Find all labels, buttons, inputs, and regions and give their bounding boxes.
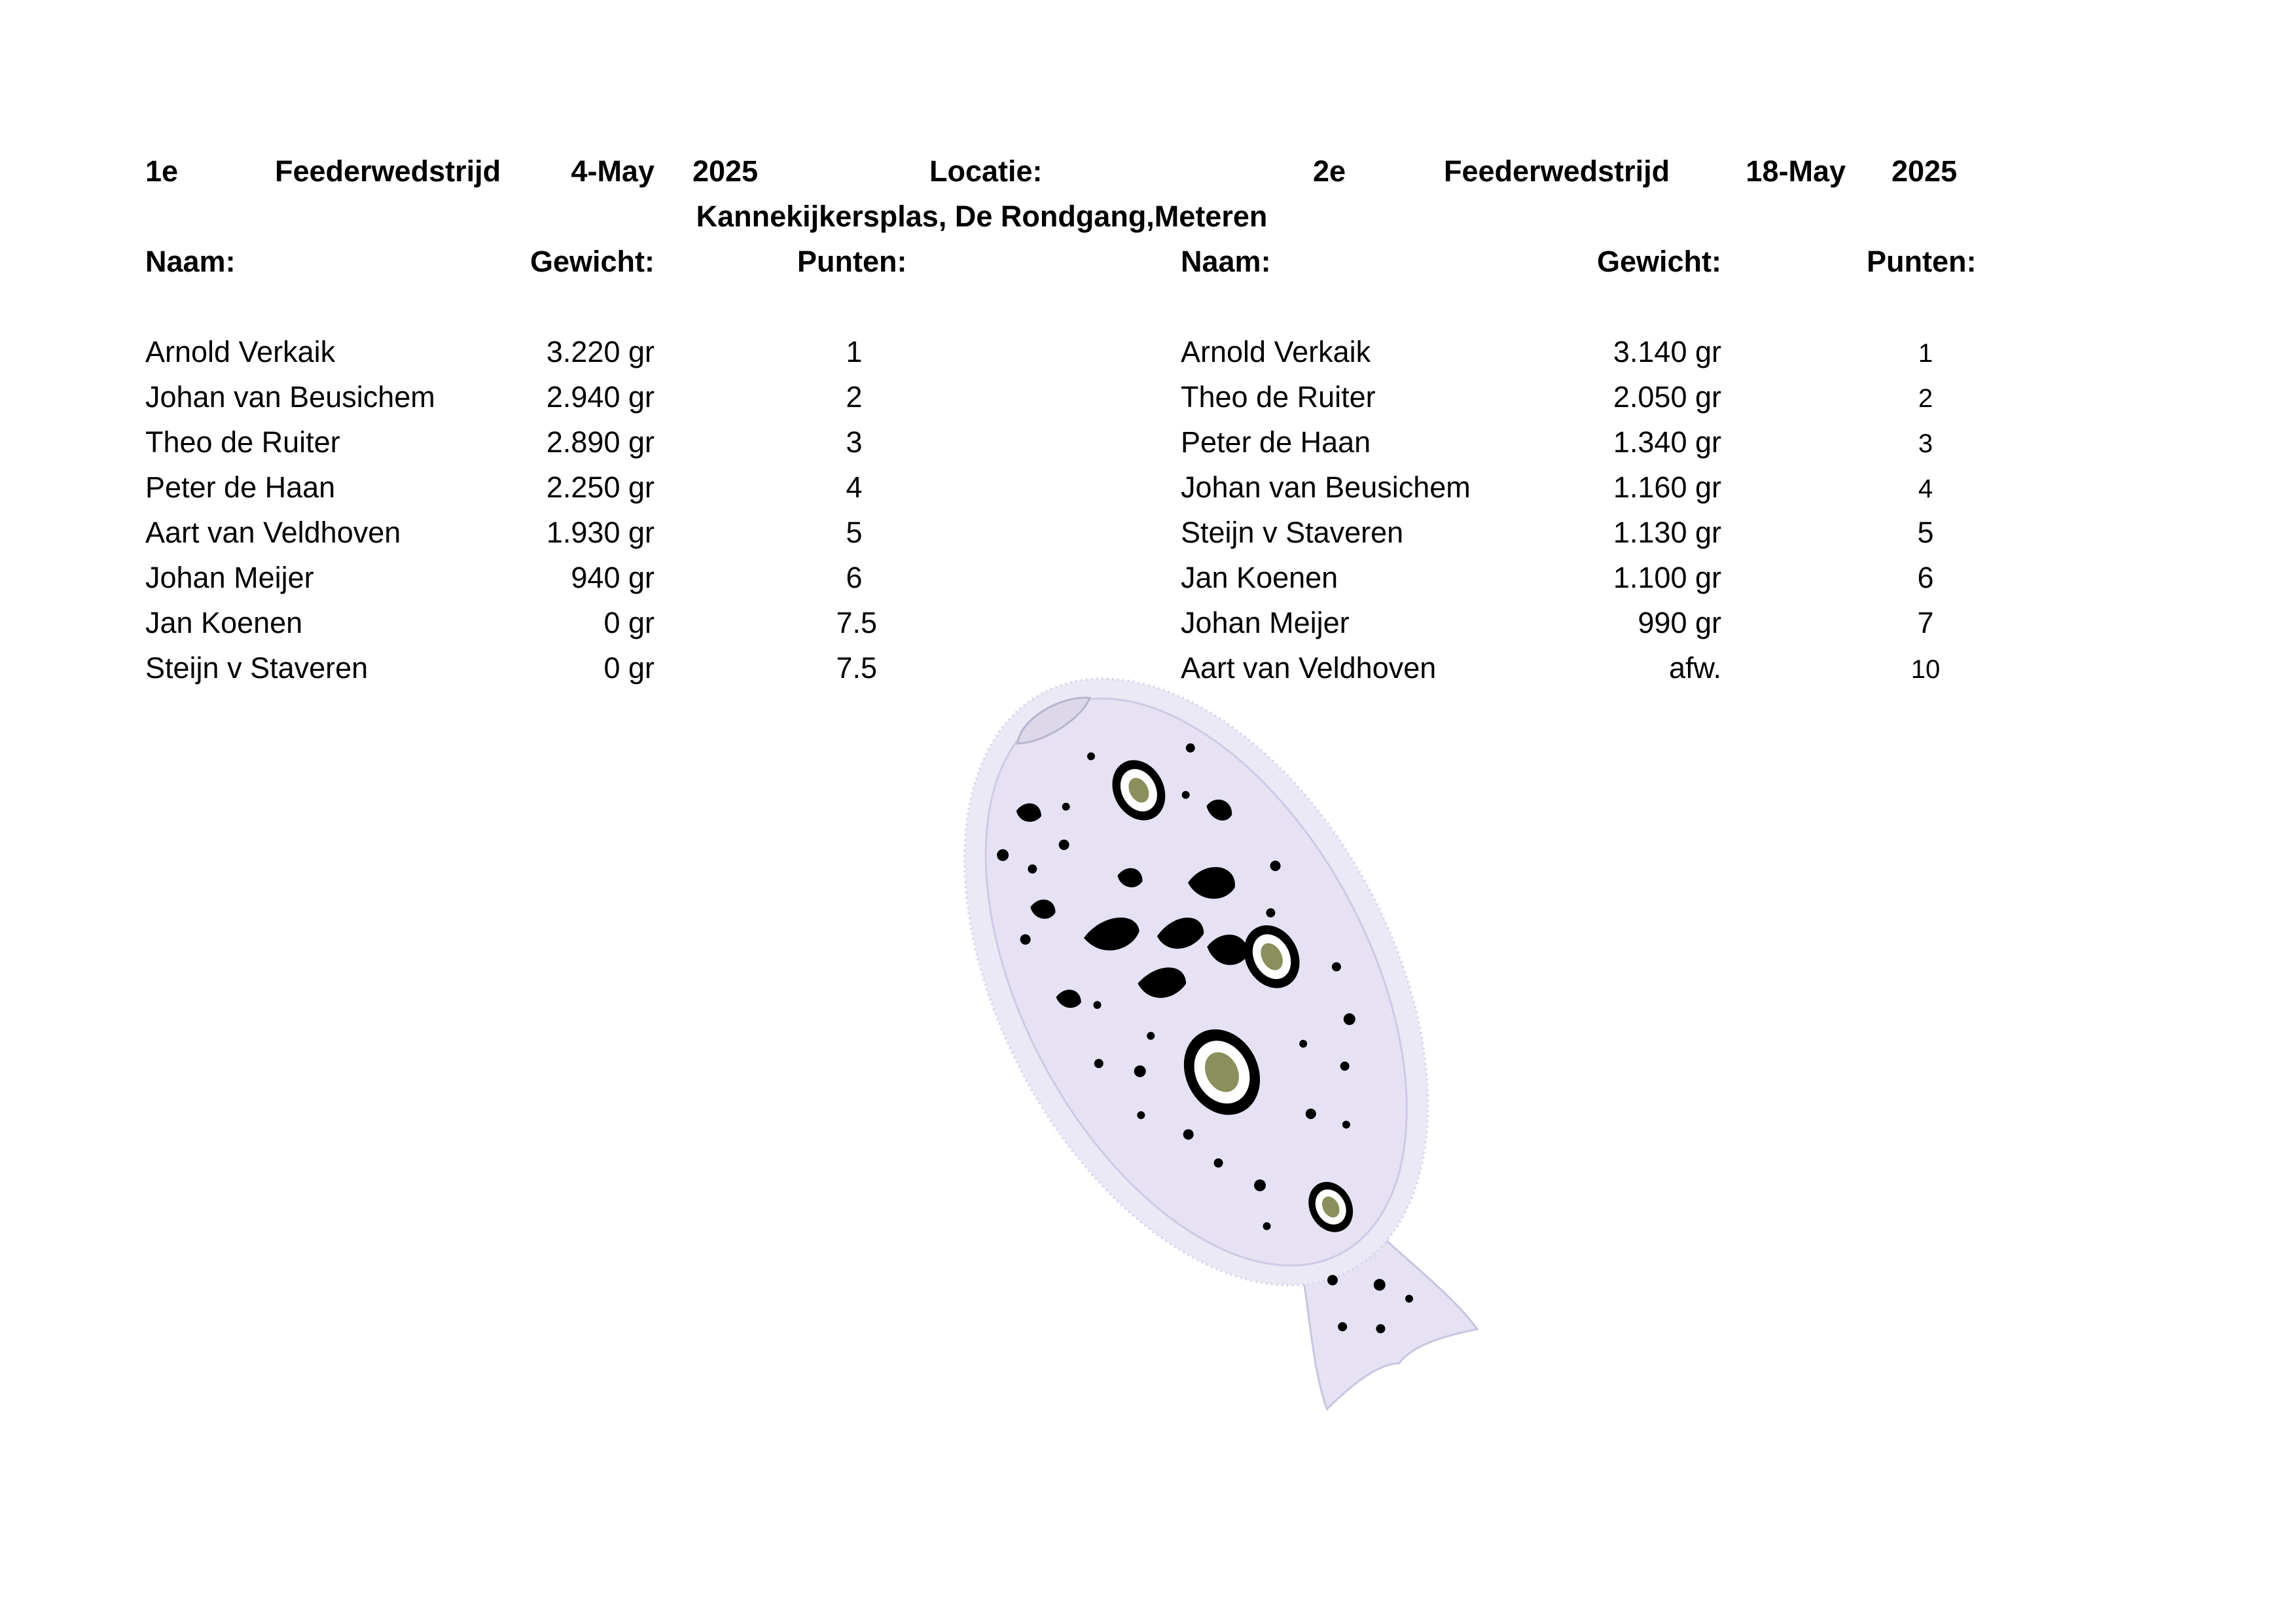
c2-row-name: Jan Koenen	[1181, 561, 1338, 594]
c1-header-name: Naam:	[145, 245, 236, 278]
round-1-date: 4-May	[571, 154, 655, 188]
c1-header-points: Punten:	[797, 245, 907, 278]
c2-row-weight: afw.	[1668, 651, 1721, 685]
c2-row-name: Johan Meijer	[1181, 606, 1350, 639]
round-2-title: Feederwedstrijd	[1444, 154, 1670, 188]
c1-header-weight: Gewicht:	[529, 245, 655, 278]
c1-row-weight: 940 gr	[571, 561, 655, 594]
c1-row-weight: 2.940 gr	[546, 380, 655, 414]
c2-row-points: 7	[1917, 606, 1934, 639]
c1-row-points: 5	[846, 516, 863, 549]
c1-row-points: 7.5	[836, 606, 877, 639]
c2-row-name: Arnold Verkaik	[1181, 335, 1371, 368]
c2-row-weight: 1.340 gr	[1613, 425, 1721, 459]
round-2-year: 2025	[1892, 154, 1958, 188]
c1-row-name: Arnold Verkaik	[145, 335, 336, 368]
c1-row-name: Theo de Ruiter	[145, 425, 340, 459]
round-1-label: 1e	[145, 154, 179, 188]
c1-row-weight: 0 gr	[603, 606, 655, 639]
c2-row-weight: 2.050 gr	[1613, 380, 1721, 414]
c2-row-name: Theo de Ruiter	[1181, 380, 1376, 414]
round-1-year: 2025	[692, 154, 759, 188]
c1-row-points: 6	[846, 561, 863, 594]
c1-row-name: Aart van Veldhoven	[145, 516, 401, 549]
c2-header-weight: Gewicht:	[1596, 245, 1721, 278]
c2-row-points: 2	[1918, 384, 1933, 413]
c1-row-points: 1	[846, 335, 863, 368]
c1-row-name: Jan Koenen	[145, 606, 303, 639]
c2-row-points: 10	[1910, 655, 1941, 684]
c2-header-points: Punten:	[1867, 245, 1977, 278]
round-1-title: Feederwedstrijd	[275, 154, 501, 188]
c2-row-name: Aart van Veldhoven	[1181, 651, 1437, 685]
c2-header-name: Naam:	[1181, 245, 1271, 278]
c2-row-name: Peter de Haan	[1181, 425, 1371, 459]
round-2-date: 18-May	[1746, 154, 1846, 188]
location-value: Kannekijkersplas, De Rondgang,Meteren	[696, 200, 1268, 233]
c1-row-points: 7.5	[836, 651, 877, 685]
c2-row-points: 1	[1918, 339, 1933, 368]
c1-row-points: 2	[846, 380, 863, 414]
c1-row-weight: 3.220 gr	[546, 335, 655, 368]
c2-row-name: Johan van Beusichem	[1181, 471, 1471, 504]
c2-row-weight: 1.130 gr	[1613, 516, 1721, 549]
flatfish-illustration	[897, 609, 1551, 1459]
c2-row-points: 4	[1918, 474, 1933, 503]
c2-row-weight: 1.160 gr	[1613, 471, 1721, 504]
location-label: Locatie:	[929, 154, 1043, 188]
c2-row-name: Steijn v Staveren	[1181, 516, 1404, 549]
c1-row-weight: 2.250 gr	[546, 471, 655, 504]
round-2-label: 2e	[1313, 154, 1346, 188]
c2-row-points: 3	[1918, 429, 1933, 458]
c2-row-points: 5	[1917, 516, 1934, 549]
c1-row-weight: 2.890 gr	[546, 425, 655, 459]
c2-row-weight: 990 gr	[1638, 606, 1721, 639]
c1-row-name: Johan van Beusichem	[145, 380, 435, 414]
c1-row-name: Peter de Haan	[145, 471, 336, 504]
c1-row-name: Steijn v Staveren	[145, 651, 368, 685]
c1-row-points: 3	[846, 425, 863, 459]
c1-row-weight: 0 gr	[603, 651, 655, 685]
c1-row-weight: 1.930 gr	[546, 516, 655, 549]
c1-row-name: Johan Meijer	[145, 561, 314, 594]
c2-row-weight: 3.140 gr	[1613, 335, 1721, 368]
c2-row-weight: 1.100 gr	[1613, 561, 1721, 594]
c2-row-points: 6	[1917, 561, 1934, 594]
c1-row-points: 4	[846, 471, 863, 504]
